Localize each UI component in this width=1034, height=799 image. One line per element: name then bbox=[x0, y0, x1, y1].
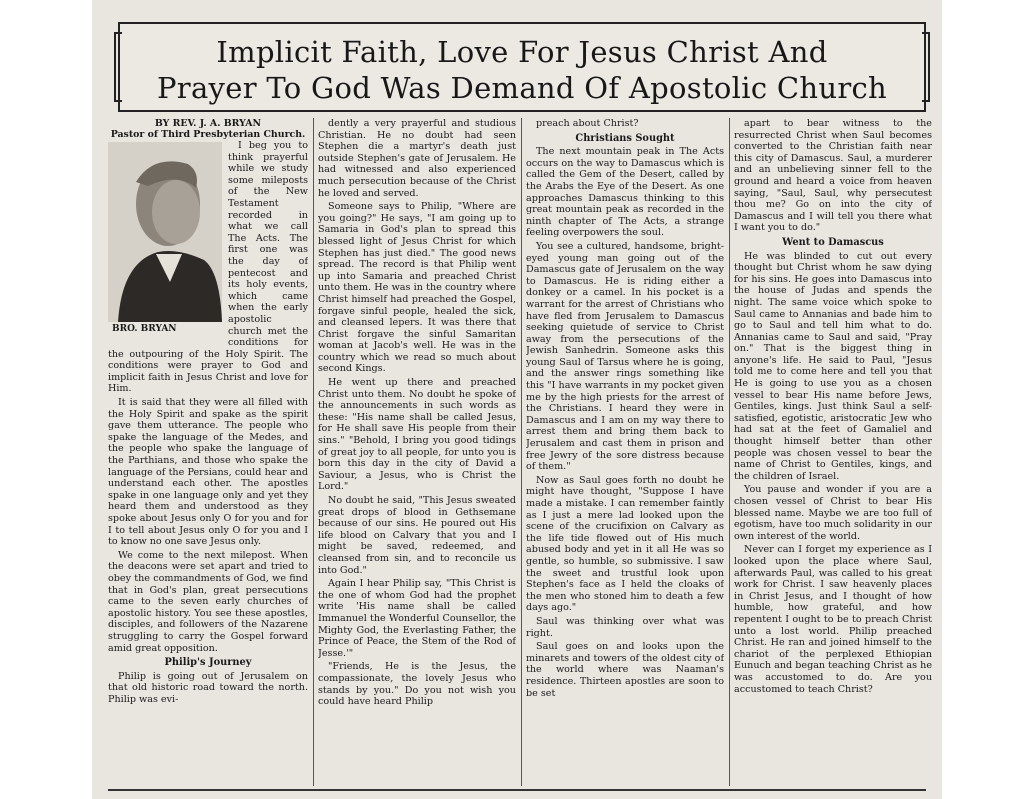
paragraph: Now as Saul goes forth no doubt he might have thought, "Suppose I have made a mistake. I can remember faintly as I just a mere lad looked upon the scene of the crucifixion on Calvary as the life tide flowed out of His much abused body and yet in it all He was so gentle, so humble, so submissive. I saw the sweet and trustful look upon Stephen's face as I held the cloaks of the men who stoned him to death a few days ago." bbox=[526, 474, 724, 614]
paragraph: You see a cultured, handsome, bright-eyed young man going out of the Damascus gate of Jerusalem on the way to Damascus. He is riding either a donkey or a camel. In his pocket is a warrant for the arrest of Christians who have fled from Jerusalem to Damascus seeking quietude of service to Christ away from the persecutions of the Jewish Sanhedrin. Someone asks this young Saul of Tarsus where he is going, and the answer rings something like this "I have warrants in my pocket given me by the high priests for the arrest of the Christians. I heard they were in Damascus and I am on my way there to arrest them and bring them back to Jerusalem and cast them in prison and free Jewry of the sore distress because of them." bbox=[526, 240, 724, 473]
paragraph: preach about Christ? bbox=[536, 118, 639, 129]
paragraph: Saul goes on and looks upon the minarets and towers of the oldest city of the world where was Naaman's residence. Thirteen apostles are soon to be set bbox=[526, 641, 724, 699]
bottom-rule bbox=[108, 789, 926, 791]
column-4-body bbox=[734, 118, 932, 695]
column-3-body bbox=[526, 118, 724, 699]
photo-caption: BRO. BRYAN bbox=[112, 324, 177, 334]
column-2 bbox=[318, 118, 516, 786]
paragraph: Someone says to Philip, "Where are you going?" He says, "I am going up to Samaria in God's plan to spread this blessed light of Jesus Christ for which Stephen has just died." The good news spread. The record is that Philip went up into Samaria and preached Christ unto them. He was in the country where Christ himself had preached the Gospel, forgave sinful people, healed the sick, and cleansed lepers. It was there that Christ forgave the sinful Samaritan woman at Jacob's well. He was in the country which we read so much about second Kings. bbox=[318, 201, 516, 375]
column-1-body bbox=[108, 140, 308, 706]
subheading: Christians Sought bbox=[575, 132, 675, 144]
paragraph: Again I hear Philip say, "This Christ is the one of whom God had the prophet write 'His name shall be called Immanuel the Wonderful Counsellor, the Mighty God, the Everlasting Father, the Prince of Peace, the Stem of the Rod of Jesse.'" bbox=[318, 578, 516, 659]
paragraph: He was blinded to cut out every thought but Christ whom he saw dying for his sins. He goes into Damascus into the house of Judas and spends the night. The same voice which spoke to Saul came to Annanias and bade him to go to Saul and tell him what to do. Annanias came to Saul and said, "Pray on." That is the biggest thing in anyone's life. He said to Paul, "Jesus told me to come here and tell you that He is going to use you as a chosen vessel to bear His name before Jews, Gentiles, kings. Just think Saul a self-satisfied, egotistic, aristocratic Jew who had sat at the feet of Gamaliel and thought himself better than other people was chosen vessel to bear the name of Christ to Gentiles, kings, and the children of Israel. bbox=[734, 250, 932, 482]
article-columns bbox=[100, 118, 940, 788]
byline-author: BY REV. J. A. BRYAN bbox=[154, 118, 262, 129]
paragraph: Never can I forget my experience as I looked upon the place where Saul, afterwards Paul, was called to his great work for Christ. I saw heavenly places in Christ Jesus, and I thought of how humble, how grateful, and how repentent I ought to be to preach Christ unto a lost world. Philip preached Christ. He ran and joined himself to the chariot of the perplexed Ethiopian Eunuch and began teaching Christ as he was accustomed to do. Are you accustomed to teach Christ? bbox=[734, 544, 932, 695]
subheading: Philip's Journey bbox=[164, 657, 252, 669]
column-4 bbox=[734, 118, 932, 786]
portrait-photo bbox=[108, 142, 222, 338]
paragraph: You pause and wonder if you are a chosen vessel of Christ to bear His blessed name. Maybe we are too full of egotism, have too much solidarity in our own interest of the world. bbox=[734, 484, 932, 542]
byline-title: Pastor of Third Presbyterian Church. bbox=[110, 129, 306, 140]
newspaper-clipping bbox=[92, 0, 942, 799]
paragraph: It is said that they were all filled with the Holy Spirit and spake as the spirit gave them utterance. The people who spake the language of the Medes, and the people who spake the language of the Parthians, and those who spake the language of the Persians, could hear and understand each other. The apostles spake in one language only and yet they heard them and understood as they spoke about Jesus only O for you and for I to tell about Jesus only O for you and I to know no one save Jesus only. bbox=[108, 397, 308, 548]
portrait-image bbox=[108, 142, 222, 322]
column-rule bbox=[521, 118, 522, 786]
paragraph: I beg you to think prayerful while we study some mileposts of the New Testament recorded in what we call The Acts. The first one was the day of pentecost and its holy events, which came when the early apostolic church met the conditions for the outpouring of the Holy Spirit. The conditions were prayer to God and implicit faith in Jesus Christ and love for Him. bbox=[108, 140, 308, 395]
headline-line-2: Prayer To God Was Demand Of Apostolic Church bbox=[156, 71, 888, 105]
column-3 bbox=[526, 118, 724, 786]
headline-box bbox=[118, 22, 926, 112]
headline-line-1: Implicit Faith, Love For Jesus Christ And bbox=[216, 35, 828, 69]
paragraph: apart to bear witness to the resurrected Christ when Saul becomes converted to the Christian faith near this city of Damascus. Saul, a murderer and an unbelieving sinner fell to the ground and heard a voice from heaven saying, "Saul, Saul, why persecutest thou me? Go on into the city of Damascus and I will tell you there what I want you to do." bbox=[734, 118, 932, 234]
column-rule bbox=[729, 118, 730, 786]
paragraph: The next mountain peak in The Acts occurs on the way to Damascus which is called the Gem of the Desert, called by the Arabs the Eye of the Desert. As one approaches Damascus thinking to this great mountain peak as recorded in the ninth chapter of The Acts, a strange feeling overpowers the soul. bbox=[526, 146, 724, 239]
column-2-body bbox=[318, 118, 516, 708]
paragraph: "Friends, He is the Jesus, the compassionate, the lovely Jesus who stands by you." Do you not wish you could have heard Philip bbox=[318, 661, 516, 708]
subheading: Went to Damascus bbox=[782, 236, 884, 248]
paragraph: He went up there and preached Christ unto them. No doubt he spoke of the announcements in such words as these: "His name shall be called Jesus, for He shall save His people from their sins." "Behold, I bring you good tidings of great joy to all people, for unto you is born this day in the city of David a Saviour, a Jesus, who is Christ the Lord." bbox=[318, 377, 516, 493]
column-1 bbox=[108, 118, 308, 786]
paragraph: Philip is going out of Jerusalem on that old historic road toward the north. Philip was evi- bbox=[108, 670, 308, 705]
headline bbox=[120, 24, 924, 106]
paragraph: dently a very prayerful and studious Christian. He no doubt had seen Stephen die a martyr's death just outside Stephen's gate of Jerusalem. He had witnessed and also experienced much persecution because of the Christ he loved and served. bbox=[318, 118, 516, 199]
paragraph: No doubt he said, "This Jesus sweated great drops of blood in Gethsemane because of our sins. He poured out His life blood on Calvary that you and I might be saved, redeemed, and cleansed from sin, and to reconcile us into God." bbox=[318, 495, 516, 576]
paragraph: We come to the next milepost. When the deacons were set apart and tried to obey the commandments of God, we find that in God's plan, great persecutions came to the seven early churches of apostolic history. You see these apostles, disciples, and followers of the Nazarene struggling to carry the Gospel forward amid great opposition. bbox=[108, 549, 308, 654]
paragraph: Saul was thinking over what was right. bbox=[526, 615, 724, 639]
column-rule bbox=[313, 118, 314, 786]
